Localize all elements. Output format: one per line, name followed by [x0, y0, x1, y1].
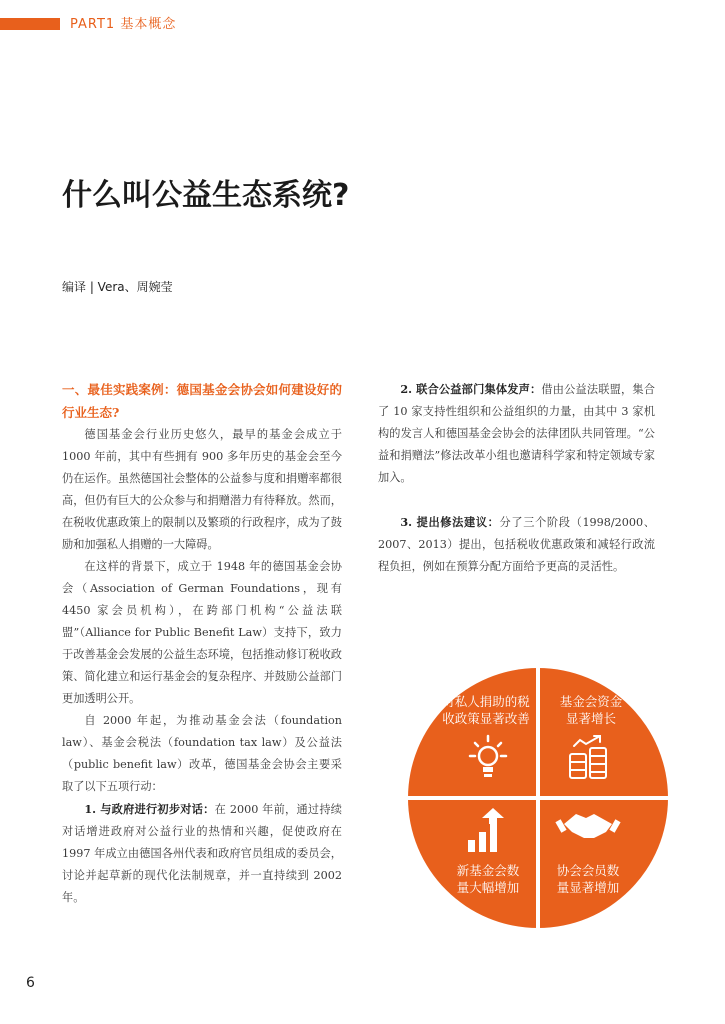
left-column: [62, 378, 342, 909]
action-lead: 3. 提出修法建议：: [400, 515, 500, 529]
outcomes-infographic: [408, 668, 668, 928]
outcome-label: 协会会员数: [556, 863, 620, 878]
header-accent-bar: [0, 18, 60, 30]
paragraph: [378, 378, 655, 489]
outcome-label: 收政策显著改善: [442, 711, 530, 726]
paragraph: [62, 798, 342, 909]
action-body: 在 2000 年前，通过持续对话增进政府对公益行业的热情和兴趣，促使政府在 1997 年成立由德国各州代表和政府官员组成的委员会，讨论并起草新的现代化法制规章，并一直持续到 2002 年。: [62, 803, 342, 904]
action-body: 借由公益法联盟，集合了 10 家支持性组织和公益组织的力量，由其中 3 家机构的发言人和德国基金会协会的法律团队共同管理。“公益和捐赠法”修法改革小组也邀请科学家和特定领域专家加入。: [378, 383, 655, 484]
action-lead: 2. 联合公益部门集体发声：: [400, 382, 542, 396]
paragraph: 在这样的背景下，成立于 1948 年的德国基金会协会（Association of German Foundations，现有 4450 家会员机构），在跨部门机构“公益法联盟”（Alliance for Public Benefit Law）支持下，致力于改善基金会发展的公益生态环境，包括推动修订税收政策、简化建立和运行基金会的复杂程序、并鼓励公益部门更加透明公开。: [62, 560, 342, 705]
outcome-label: 新基金会数: [456, 863, 520, 878]
section-label: PART1 基本概念: [70, 17, 177, 32]
outcome-label: 基金会资金: [559, 694, 623, 709]
right-column: [378, 378, 655, 578]
page-number: 6: [26, 975, 35, 991]
paragraph: [378, 511, 655, 578]
paragraph: 德国基金会行业历史悠久，最早的基金会成立于 1000 年前，其中有些拥有 900 多年历史的基金会至今仍在运作。虽然德国社会整体的公益参与度和捐赠率都很高，但仍有巨大的公众参与和捐赠潜力有待释放。然而，在税收优惠政策上的限制以及繁琐的行政程序，成为了鼓励和加强私人捐赠的一大障碍。: [62, 428, 342, 551]
page-title: 什么叫公益生态系统?: [62, 178, 350, 213]
action-lead: 1. 与政府进行初步对话：: [84, 802, 215, 816]
outcome-label: 量大幅增加: [456, 880, 520, 895]
byline: 编译 | Vera、周婉莹: [62, 280, 173, 294]
outcome-label: 对私人捐助的税: [442, 694, 530, 709]
action-body: 分了三个阶段（1998/2000、2007、2013）提出，包括税收优惠政策和减轻行政流程负担，例如在预算分配方面给予更高的灵活性。: [378, 516, 655, 573]
paragraph: 自 2000 年起，为推动基金会法（foundation law）、基金会税法（foundation tax law）及公益法（public benefit law）改革，德国基金会协会主要采取了以下五项行动：: [62, 714, 342, 793]
section-heading: 一、最佳实践案例：德国基金会协会如何建设好的行业生态?: [62, 382, 342, 420]
outcome-label: 量显著增加: [556, 880, 620, 895]
outcome-label: 显著增长: [565, 711, 617, 726]
